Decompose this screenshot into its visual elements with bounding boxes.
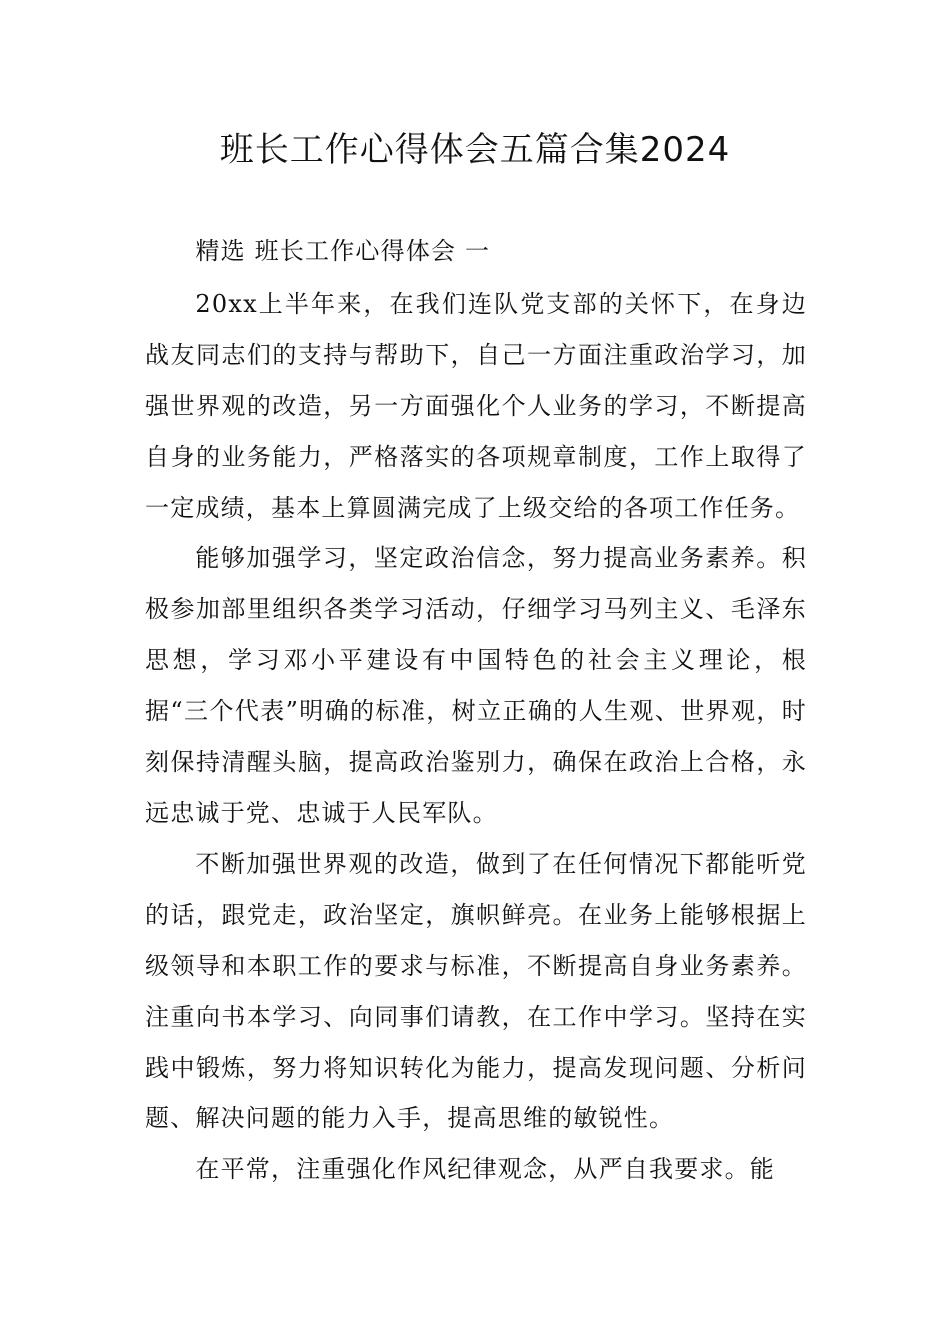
paragraph-3: 不断加强世界观的改造，做到了在任何情况下都能听党的话，跟党走，政治坚定，旗帜鲜亮。在业务上能够根据上级领导和本职工作的要求与标准，不断提高自身业务素养。注重向书本学习、向同事们请教，在工作中学习。坚持在实践中锻炼，努力将知识转化为能力，提高发现问题、分析问题、解决问题的能力入手，提高思维的敏锐性。	[145, 849, 807, 1133]
paragraph-2: 能够加强学习，坚定政治信念，努力提高业务素养。积极参加部里组织各类学习活动，仔细学习马列主义、毛泽东思想，学习邓小平建设有中国特色的社会主义理论，根据“三个代表”明确的标准，树立正确的人生观、世界观，时刻保持清醒头脑，提高政治鉴别力，确保在政治上合格，永远忠诚于党、忠诚于人民军队。	[145, 544, 807, 827]
paragraph-4: 在平常，注重强化作风纪律观念，从严自我要求。能	[195, 1155, 775, 1184]
paragraph-1: 20xx上半年来，在我们连队党支部的关怀下，在身边战友同志们的支持与帮助下，自己一方面注重政治学习，加强世界观的改造，另一方面强化个人业务的学习，不断提高自身的业务能力，严格落实的各项规章制度，工作上取得了一定成绩，基本上算圆满完成了上级交给的各项工作任务。	[145, 289, 807, 522]
section-heading: 精选 班长工作心得体会 一	[195, 237, 491, 265]
document-title: 班长工作心得体会五篇合集2024	[219, 130, 731, 170]
document-body	[145, 226, 807, 1195]
